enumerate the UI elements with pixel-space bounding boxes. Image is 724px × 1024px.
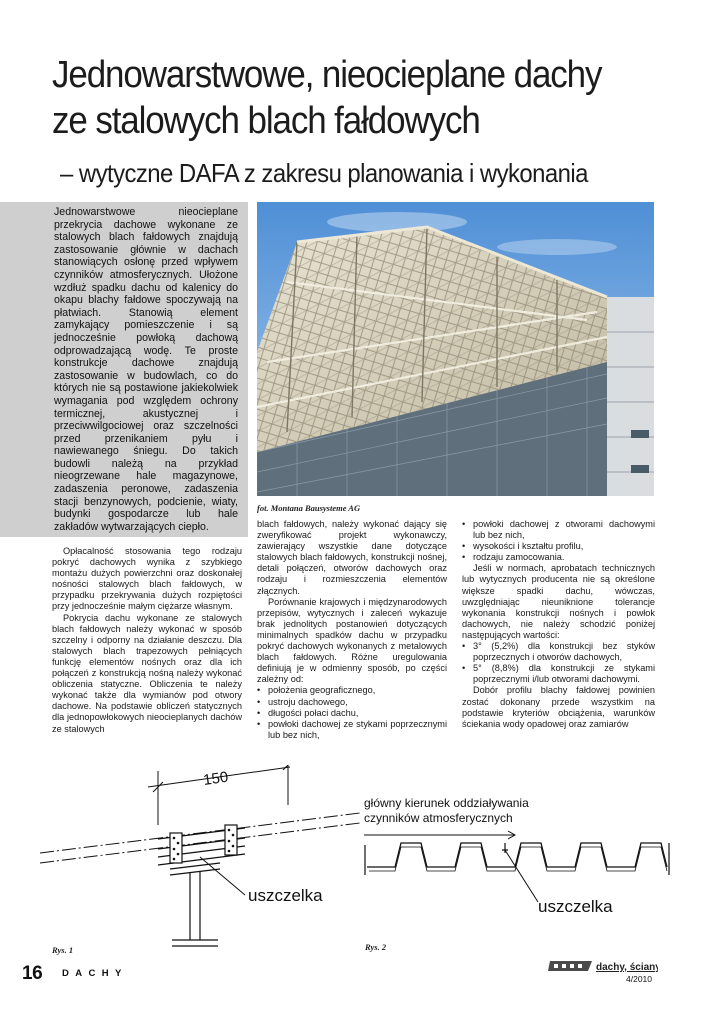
figure-1-drawing bbox=[40, 765, 360, 950]
direction-label-line-1: główny kierunek oddziaływania bbox=[364, 796, 529, 810]
paragraph: Porównanie krajowych i międzynarodowych przepisów, wytycznych i zaleceń wykazuje brak jednolitych postanowień dotyczących minimalnych spadków dachu w przypadku pokryć dachowych wykonanych z metalowych blach fałdowych. Różne uregulowania definiują je w odmienny sposób, po części zależny od: bbox=[257, 596, 447, 685]
list-item: • ustroju dachowego, bbox=[257, 697, 447, 708]
bullet-list bbox=[462, 519, 655, 563]
body-column-1 bbox=[52, 546, 242, 735]
figure-1 bbox=[40, 765, 360, 950]
dimension-value: 150 bbox=[202, 768, 230, 789]
list-item: • rodzaju zamocowania. bbox=[462, 552, 655, 563]
figure-2-label: Rys. 2 bbox=[365, 942, 387, 952]
article-subtitle: – wytyczne DAFA z zakresu planowania i wykonania bbox=[60, 158, 588, 188]
logo-text: dachy, ściany bbox=[596, 962, 658, 973]
section-name: DACHY bbox=[62, 968, 128, 979]
list-item: • 3° (5,2%) dla konstrukcji bez styków poprzecznych i otworów dachowych, bbox=[462, 641, 655, 663]
list-item: • długości połaci dachu, bbox=[257, 708, 447, 719]
paragraph: Opłacalność stosowania tego rodzaju pokryć dachowych wynika z szybkiego montażu dużych powierzchni oraz doskonałej nośności stalowych blach fałdowych, w przypadku przekrywania dużych rozpiętości przy jednocześnie małym ciężarze własnym. bbox=[52, 546, 242, 612]
body-column-2 bbox=[257, 519, 447, 741]
article-title: Jednowarstwowe, nieocieplane dachy ze stalowych blach fałdowych bbox=[52, 54, 602, 142]
paragraph: blach fałdowych, należy wykonać dający się zweryfikować projekt wykonawczy, zawierający wszystkie dane dotyczące stalowych blach fałdowych, konstrukcji nośnej, detali połączeń, otworów dachowych oraz rodzaju i rozmieszczenia elementów złącznych. bbox=[257, 519, 447, 596]
figure-2-drawing bbox=[355, 795, 675, 935]
direction-label-line-2: czynników atmosferycznych bbox=[364, 811, 513, 825]
photo-caption: fot. Montana Bausysteme AG bbox=[257, 503, 361, 513]
article-lead: Jednowarstwowe nieocieplane przekrycia dachowe wykonane ze stalowych blach fałdowych znajdują zastosowanie głównie w dachach stanowiących osłonę przed wpływem czynników atmosferycznych. Ułożone wzdłuż spadku dachu od kalenicy do okapu blachy fałdowe spoczywają na płatwiach. Stanowią element zamykający pomieszczenie i są jednocześnie powłoką dachową odprowadzającą wodę. Te proste konstrukcje dachowe znajdują zastosowanie w budowlach, co do których nie są postawione jakiekolwiek wymagania pod względem ochrony termicznej, akustycznej i przeciwwilgociowej oraz szczelności przed przenikaniem pyłu i nawiewanego śniegu. Do takich budowli należą na przykład nieogrzewane hale magazynowe, zadaszenia peronowe, zadaszenia stacji benzynowych, podcienie, wiaty, budynki gospodarcze lub hale zakładów wytwarzających ciepło. bbox=[54, 206, 238, 533]
bullet-list bbox=[257, 685, 447, 740]
stadium-roof-photo bbox=[257, 202, 654, 496]
seal-label: uszczelka bbox=[248, 886, 323, 905]
bullet-list bbox=[462, 641, 655, 685]
paragraph: Dobór profilu blachy fałdowej powinien zostać dokonany przede wszystkim na podstawie kryteriów obciążenia, warunków ściekania wody opadowej oraz zamiarów bbox=[462, 685, 655, 729]
paragraph: Pokrycia dachu wykonane ze stalowych blach fałdowych należy wykonać w sposób szczelny i odporny na działanie deszczu. Dla stalowych blach trapezowych pełniących funkcję elementów nośnych oraz dla ich połączeń z konstrukcją nośną należy wykonać obliczenia statyczne. Obliczenia te należy wykonać także dla wymianów pod otwory dachowe. Na podstawie obliczeń statycznych dla jednopowłokowych nieocieplanych dachów ze stalowych bbox=[52, 612, 242, 734]
list-item: • 5° (8,8%) dla konstrukcji ze stykami poprzecznymi i/lub otworami dachowymi. bbox=[462, 663, 655, 685]
page-number: 16 bbox=[22, 963, 43, 984]
list-item: • położenia geograficznego, bbox=[257, 685, 447, 696]
figure-2 bbox=[355, 795, 675, 935]
list-item: • powłoki dachowej ze stykami poprzecznymi lub bez nich, bbox=[257, 719, 447, 741]
paragraph: Jeśli w normach, aprobatach technicznych lub wytycznych producenta nie są określone większe spadki dachu, wówczas, uwzględniając nieuniknione tolerancje wykonania konstrukcji nośnych i powłok dachowych, nie należy schodzić poniżej następujących wartości: bbox=[462, 563, 655, 640]
issue-number: 4/2010 bbox=[626, 974, 652, 984]
magazine-logo bbox=[548, 958, 658, 974]
list-item: • powłoki dachowej z otworami dachowymi lub bez nich, bbox=[462, 519, 655, 541]
seal-label: uszczelka bbox=[538, 897, 613, 916]
list-item: • wysokości i kształtu profilu, bbox=[462, 541, 655, 552]
figure-1-label: Rys. 1 bbox=[52, 945, 74, 955]
body-column-3 bbox=[462, 519, 655, 730]
